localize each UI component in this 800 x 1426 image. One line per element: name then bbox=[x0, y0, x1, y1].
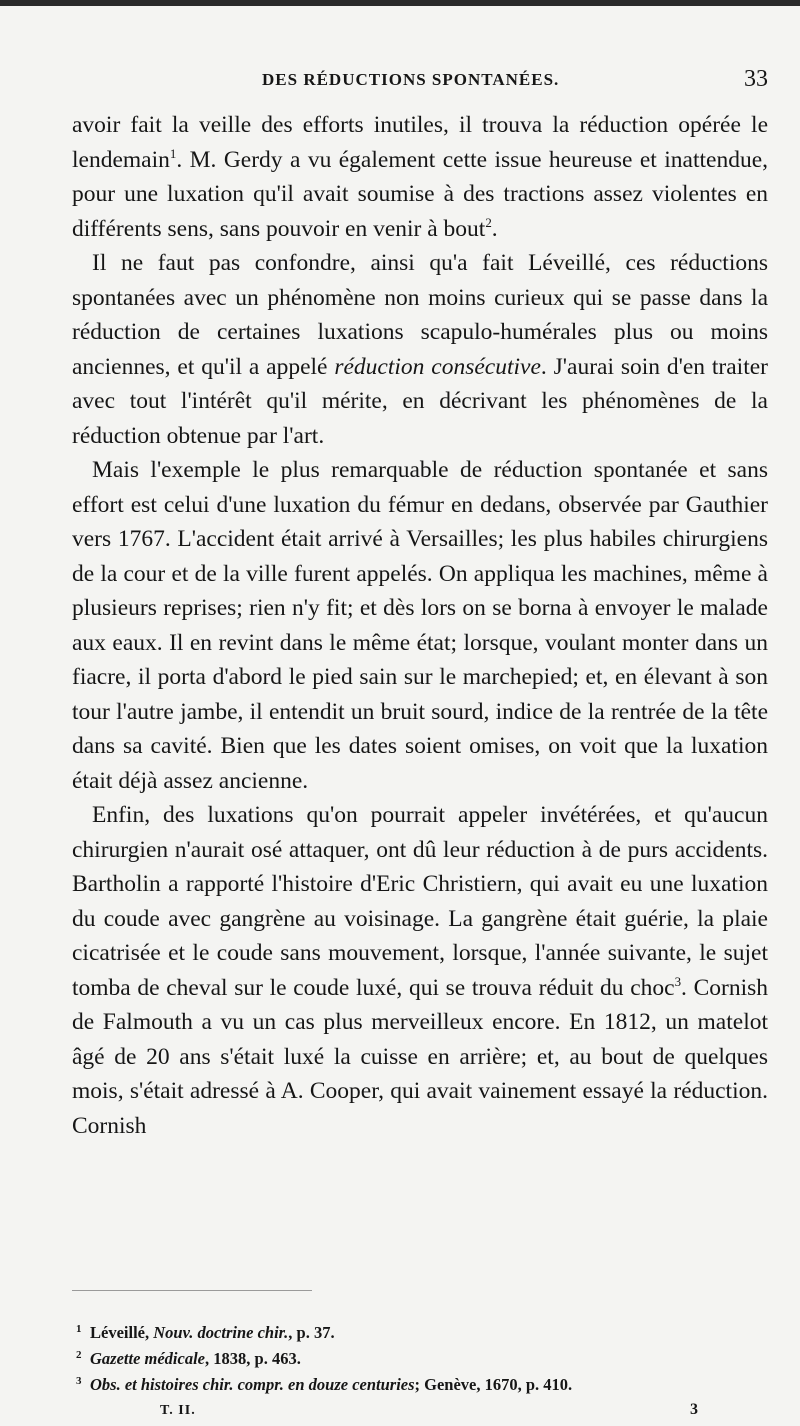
paragraph-3-text: Mais l'exemple le plus remarquable de réduction spontanée et sans effort est celui d'une luxation du fémur en dedans, observée par Gauthier vers 1767. L'accident était arrivé à Versailles; les plus habiles chirurgiens de la cour et de la ville furent appelés. On appliqua les machines, même à plusieurs reprises; rien n'y fit; et dès lors on se borna à envoyer le malade aux eaux. Il en revint dans le même état; lorsque, voulant monter dans un fiacre, il porta d'abord le pied sain sur le marchepied; et, en élevant à son tour l'autre jambe, il entendit un bruit sourd, indice de la rentrée de la tête dans sa cavité. Bien que les dates soient omises, on voit que la luxation était déjà assez ancienne. bbox=[72, 457, 768, 794]
paragraph-1-text-3: . bbox=[491, 215, 498, 242]
paragraph-3 bbox=[72, 453, 768, 798]
paragraph-2 bbox=[72, 246, 768, 453]
footnote-text: Léveillé, bbox=[90, 1323, 154, 1342]
footnotes bbox=[76, 1320, 768, 1398]
footnote-tail: , p. 37. bbox=[288, 1323, 335, 1342]
paragraph-4-text: Enfin, des luxations qu'on pourrait appeler invétérées, et qu'aucun chirurgien n'aurait osé attaquer, ont dû leur réduction à de purs accidents. Bartholin a rapporté l'histoire d'Eric Christiern, qui avait eu une luxation du coude avec gangrène au voisinage. La gangrène était guérie, la plaie cicatrisée et le coude sans mouvement, lorsque, l'année suivante, le sujet tomba de cheval sur le coude luxé, qui se trouva réduit du choc bbox=[72, 802, 768, 1001]
paragraph-1-text: avoir fait la veille des efforts inutiles, il trouva la réduction opérée le lendemain bbox=[72, 112, 768, 173]
footnote-italic: Nouv. doctrine chir. bbox=[153, 1323, 289, 1342]
footnote-ref-2: 2 bbox=[485, 214, 492, 230]
paragraph-4-text-2: . Cornish de Falmouth a vu un cas plus merveilleux encore. En 1812, un matelot âgé de 20 ans s'était luxé la cuisse en arrière; et, au bout de quelques mois, s'était adressé à A. Cooper, qui avait vainement essayé la réduction. Cornish bbox=[72, 974, 768, 1139]
paragraph-2-italic: réduction consécutive bbox=[334, 353, 541, 380]
paragraph-2-text: Il ne faut pas confondre, ainsi qu'a fait Léveillé, ces réductions spontanées avec un phénomène non moins curieux qui se passe dans la réduction de certaines luxations scapulo-humérales plus ou moins anciennes, et qu'il a appelé bbox=[72, 250, 768, 380]
paragraph-2-text-2: . J'aurai soin d'en traiter avec tout l'intérêt qu'il mérite, en décrivant les phénomènes de la réduction obtenue par l'art. bbox=[72, 353, 768, 449]
footnote-ref-1: 1 bbox=[169, 145, 177, 161]
footnote-2: 2 Gazette médicale, 1838, p. 463. bbox=[76, 1348, 301, 1368]
top-edge-rule bbox=[0, 0, 800, 6]
page-header bbox=[72, 62, 768, 102]
signature-mark: 3 bbox=[690, 1401, 698, 1418]
footnote-italic: Obs. et histoires chir. compr. en douze centuries bbox=[90, 1375, 415, 1394]
volume-signature: T. II. bbox=[160, 1403, 196, 1418]
footnote-tail: , 1838, p. 463. bbox=[205, 1349, 301, 1368]
page-number: 33 bbox=[744, 66, 768, 92]
footnote-1: 1 Léveillé, Nouv. doctrine chir., p. 37. bbox=[76, 1322, 335, 1342]
paragraph-4 bbox=[72, 798, 768, 1143]
body-text bbox=[72, 108, 768, 1143]
footnote-italic: Gazette médicale bbox=[90, 1349, 206, 1368]
running-head: DES RÉDUCTIONS SPONTANÉES. bbox=[262, 70, 560, 89]
footnote-tail: ; Genève, 1670, p. 410. bbox=[414, 1375, 573, 1394]
paragraph-1 bbox=[72, 108, 768, 246]
footnote-3: 3 Obs. et histoires chir. compr. en douze centuries; Genève, 1670, p. 410. bbox=[76, 1374, 573, 1394]
footnote-ref-3: 3 bbox=[674, 973, 682, 989]
footnote-separator bbox=[72, 1290, 312, 1291]
paragraph-1-text-2: . M. Gerdy a vu également cette issue heureuse et inattendue, pour une luxation qu'il avait soumise à des tractions assez violentes en différents sens, sans pouvoir en venir à bout bbox=[72, 146, 768, 242]
